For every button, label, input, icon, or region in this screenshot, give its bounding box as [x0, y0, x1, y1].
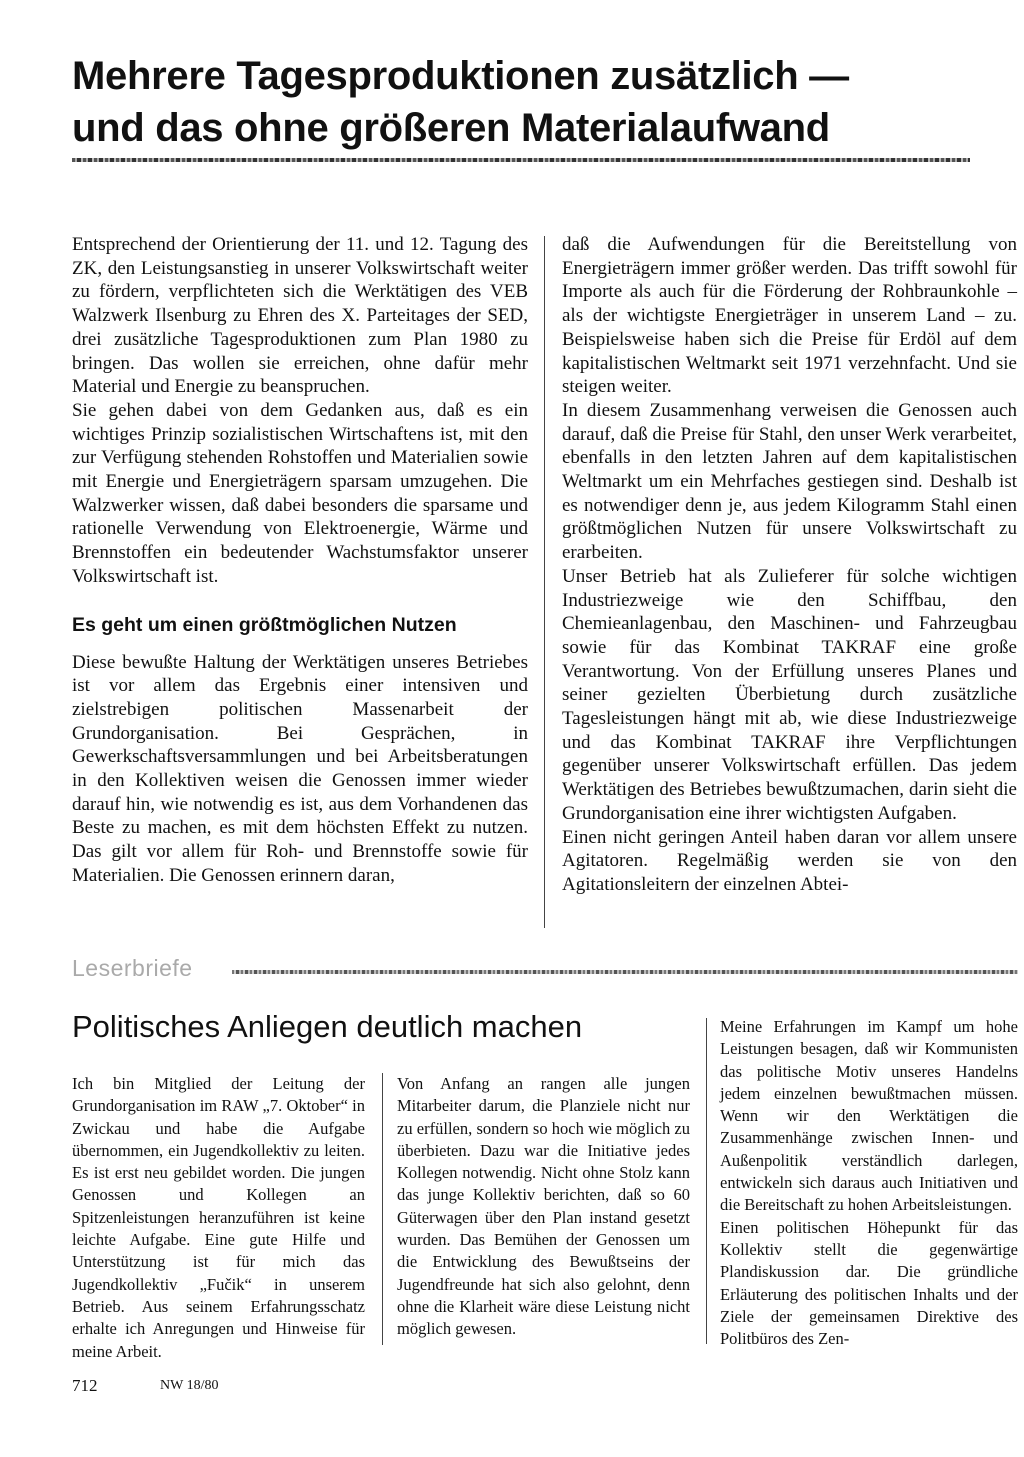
- article-paragraph: Unser Betrieb hat als Zulieferer für solche wichtigen Industriezweige wie den Schiffbau, den Chemieanlagenbau, den Maschinen- und Fahrzeugbau sowie für das Kombinat TAKRAF eine große Verantwortung. Von der Erfüllung unseres Planes und seiner gezielten Überbietung durch zusätzliche Tagesleistungen hängt mit ab, wie diese Industriezweige und das Kombinat TAKRAF ihre Verpflichtungen gegenüber unserer Volkswirtschaft erfüllen. Das jedem Werktätigen des Betriebes bewußtzumachen, darin sieht die Grundorganisation eine ihrer wichtigsten Aufgaben.: [562, 565, 1017, 824]
- column-divider: [382, 1073, 383, 1345]
- article-paragraph: daß die Aufwendungen für die Bereitstellung von Energieträgern immer größer werden. Das trifft sowohl für Importe als auch für die Förderung der Rohbraunkohle – als der wichtigste Energieträger in unserem Land – zu. Beispielsweise haben sich die Preise für Erdöl auf dem kapitalistischen Weltmarkt seit 1971 verzehnfacht. Und sie steigen weiter.: [562, 234, 1017, 398]
- article-paragraph: Entsprechend der Orientierung der 11. und 12. Tagung des ZK, den Leistungsanstieg in unserer Volkswirtschaft weiter zu fördern, verpflichteten sich die Werktätigen des VEB Walzwerk Ilsenburg zu Ehren des X. Parteitages der SED, drei zusätzliche Tagesproduktionen zum Plan 1980 zu bringen. Das wollen sie erreichen, ohne dafür mehr Material und Energie zu beanspruchen.: [72, 234, 528, 398]
- section-label-leserbriefe: Leserbriefe: [72, 955, 193, 981]
- article-paragraph: Diese bewußte Haltung der Werktätigen unseres Betriebes ist vor allem das Ergebnis einer intensiven und zielstrebigen politischen Massenarbeit der Grundorganisation. Bei Gesprächen, in Gewerkschaftsversammlungen und bei Arbeitsberatungen in den Kollektiven weisen die Genossen immer wieder darauf hin, wie notwendig es ist, aus dem Vorhandenen das Beste zu machen, es mit dem höchsten Effekt zu nutzen. Das gilt vor allem für Roh- und Brennstoffe sowie für Materialien. Die Genossen erinnern daran,: [72, 651, 528, 886]
- headline-line-2: und das ohne größeren Materialaufwand: [72, 106, 830, 150]
- headline-rule: [72, 158, 970, 162]
- column-divider: [544, 236, 545, 928]
- column-divider: [706, 1018, 707, 1344]
- section-rule: [232, 970, 1018, 974]
- letter-paragraph: Ich bin Mitglied der Leitung der Grundorganisation im RAW „7. Oktober“ in Zwickau und habe die Aufgabe übernommen, ein Jugendkollektiv zu leiten. Es ist erst neu gebildet worden. Die jungen Genossen und Kollegen an Spitzenleistungen heranzuführen ist keine leichte Aufgabe. Eine gute Hilfe und Unterstützung ist für mich das Jugendkollektiv „Fučik“ in unserem Betrieb. Aus seinem Erfahrungsschatz erhalte ich Anregungen und Hinweise für meine Arbeit.: [72, 1074, 365, 1361]
- article-column-2: [562, 233, 1017, 897]
- article-paragraph: Sie gehen dabei von dem Gedanken aus, daß es ein wichtiges Prinzip sozialistischen Wirtschaftens ist, mit den zur Verfügung stehenden Rohstoffen und Materialien sowie mit Energie und Energieträgern sparsam umzugehen. Die Walzwerker wissen, daß dabei besonders die sparsame und rationelle Verwendung von Elektroenergie, Wärme und Brennstoffen ein bedeutender Wachstumsfaktor unserer Volkswirtschaft ist.: [72, 399, 528, 587]
- letter-column-1: [72, 1073, 365, 1363]
- article-paragraph: Einen nicht geringen Anteil haben daran vor allem unsere Agitatoren. Regelmäßig werden sie von den Agitationsleitern der einzelnen Abtei-: [562, 826, 1017, 895]
- article-subheading: Es geht um einen größtmöglichen Nutzen: [72, 613, 457, 636]
- letter-column-2: [397, 1073, 690, 1341]
- headline-line-1: Mehrere Tagesproduktionen zusätzlich —: [72, 54, 849, 98]
- issue-reference: NW 18/80: [160, 1378, 219, 1393]
- letter-paragraph: Einen politischen Höhepunkt für das Kollektiv stellt die gegenwärtige Plandiskussion dar. Die gründliche Erläuterung des politischen Inhalts und der Ziele der gemeinsamen Direktive des Politbüros des Zen-: [720, 1217, 1018, 1349]
- article-paragraph: In diesem Zusammenhang verweisen die Genossen auch darauf, daß die Preise für Stahl, den unser Werk verarbeitet, ebenfalls in den letzten Jahren auf dem kapitalistischen Weltmarkt um ein Mehrfaches gestiegen sind. Deshalb ist es notwendiger denn je, aus jedem Kilogramm Stahl einen größtmöglichen Nutzen für unsere Volkswirtschaft zu erarbeiten.: [562, 399, 1017, 564]
- letter-column-3: [720, 1016, 1018, 1350]
- article-headline: [72, 50, 1002, 154]
- article-column-1: [72, 233, 528, 888]
- letter-paragraph: Meine Erfahrungen im Kampf um hohe Leistungen besagen, daß wir Kommunisten das politische Motiv unseres Handelns jedem einzelnen bewußtmachen müssen. Wenn wir den Werktätigen die Zusammenhänge zwischen Innen- und Außenpolitik verständlich darlegen, entwickeln sich daraus auch Initiativen und die Bereitschaft zu hohen Arbeitsleistungen.: [720, 1017, 1018, 1215]
- letter-paragraph: Von Anfang an rangen alle jungen Mitarbeiter darum, die Planziele nicht nur zu erfüllen, sondern so hoch wie möglich zu überbieten. Dazu war die Initiative jedes Kollegen notwendig. Nicht ohne Stolz kann das junge Kollektiv berichten, daß so 60 Güterwagen über den Plan instand gesetzt wurden. Das Bemühen der Genossen um die Entwicklung des Bewußtseins der Jugendfreunde hat sich also gelohnt, denn ohne die Klarheit wäre diese Leistung nicht möglich gewesen.: [397, 1074, 690, 1339]
- page-number: 712: [72, 1376, 98, 1395]
- letter-headline: Politisches Anliegen deutlich machen: [72, 1009, 583, 1044]
